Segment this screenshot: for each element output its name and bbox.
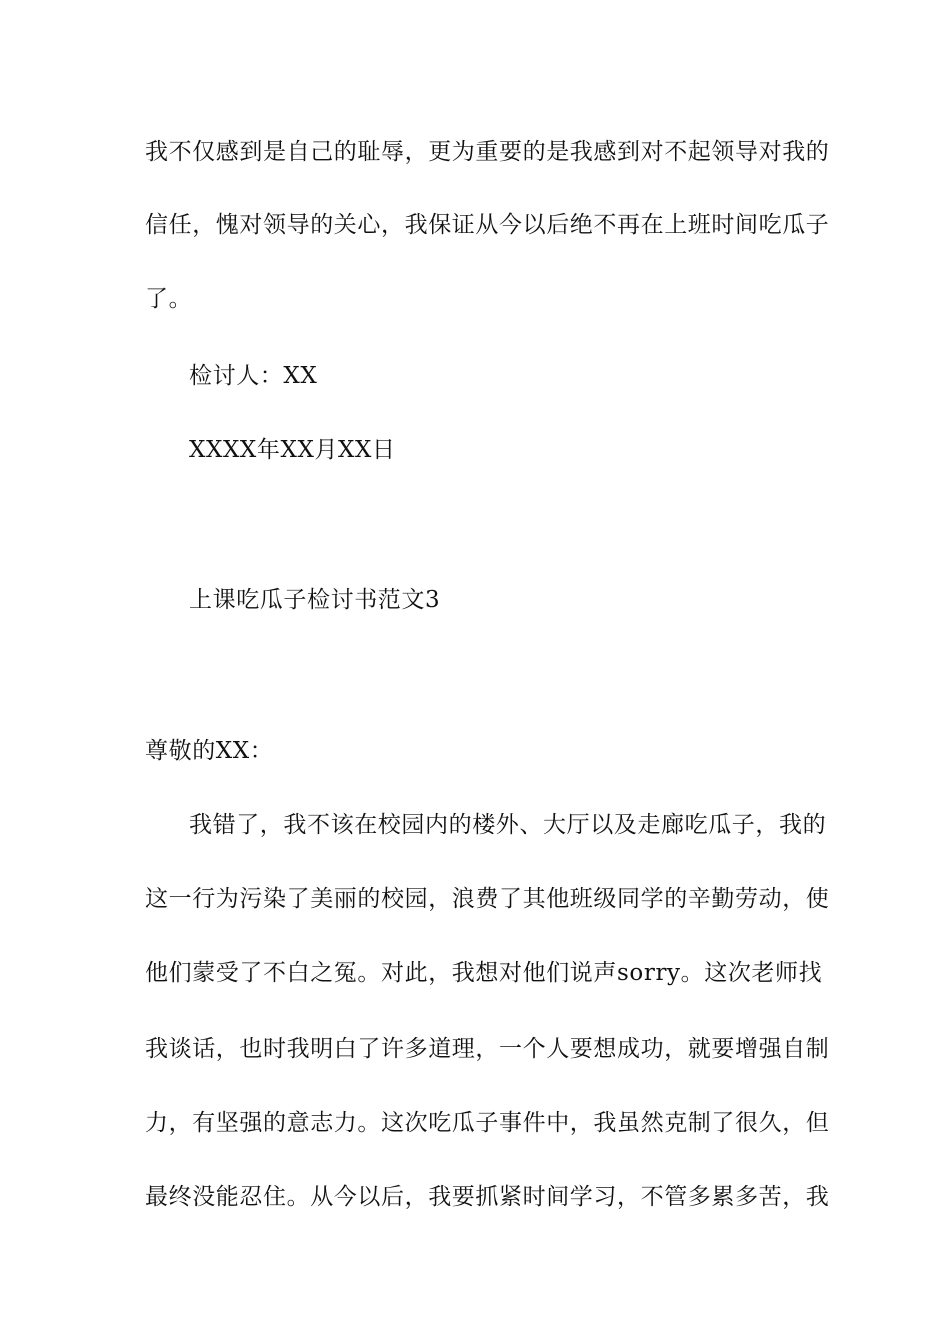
body-line-1: 我错了，我不该在校园内的楼外、大厅以及走廊吃瓜子，我的 bbox=[189, 812, 827, 838]
paragraph-line-3: 了。 bbox=[145, 286, 193, 312]
salutation: 尊敬的XX： bbox=[145, 738, 274, 764]
signature-date: XXXX年XX月XX日 bbox=[189, 437, 396, 463]
body-line-2: 这一行为污染了美丽的校园，浪费了其他班级同学的辛勤劳动，使 bbox=[145, 886, 830, 912]
body-line-4: 我谈话，也时我明白了许多道理，一个人要想成功，就要增强自制 bbox=[145, 1036, 830, 1062]
section-title: 上课吃瓜子检讨书范文3 bbox=[189, 587, 441, 613]
body-line-6: 最终没能忍住。从今以后，我要抓紧时间学习，不管多累多苦，我 bbox=[145, 1184, 830, 1210]
paragraph-line-1: 我不仅感到是自己的耻辱，更为重要的是我感到对不起领导对我的 bbox=[145, 139, 830, 165]
reviewer-signature: 检讨人：XX bbox=[189, 363, 318, 389]
body-line-3: 他们蒙受了不白之冤。对此，我想对他们说声sorry。这次老师找 bbox=[145, 960, 823, 986]
paragraph-line-2: 信任，愧对领导的关心，我保证从今以后绝不再在上班时间吃瓜子 bbox=[145, 212, 830, 238]
body-line-5: 力，有坚强的意志力。这次吃瓜子事件中，我虽然克制了很久，但 bbox=[145, 1110, 830, 1136]
